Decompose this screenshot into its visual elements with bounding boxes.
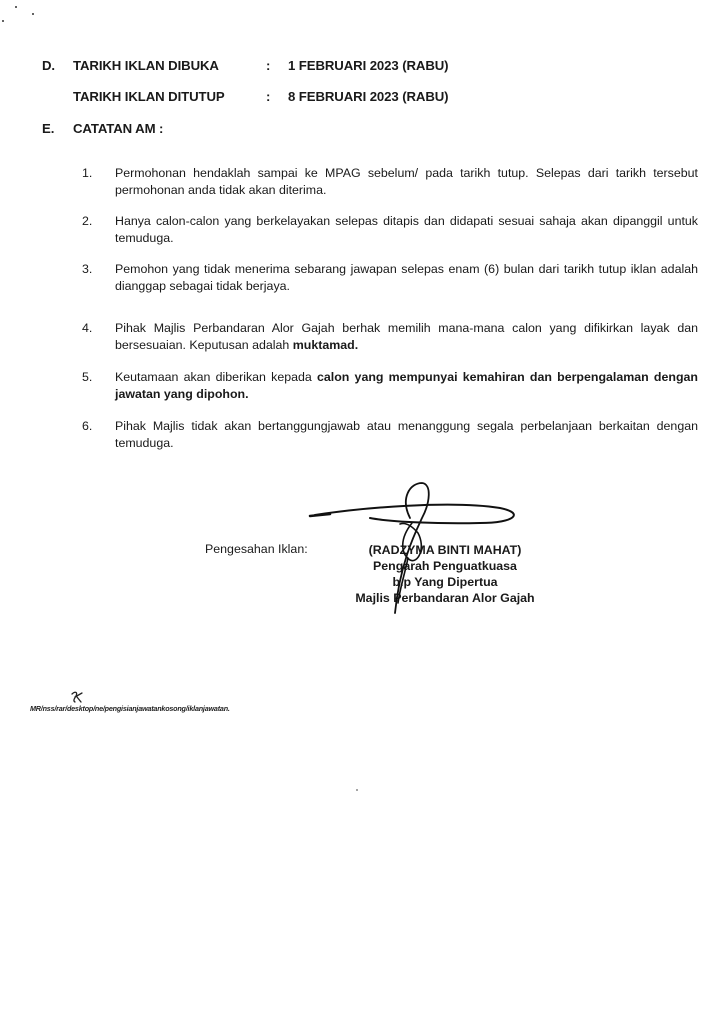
note-item [82, 369, 698, 403]
note-text: Hanya calon-calon yang berkelayakan selepas ditapis dan didapati sesuai sahaja akan dipanggil untuk temuduga. [115, 214, 698, 245]
note-text [115, 320, 698, 354]
note-text-bold: muktamad. [292, 338, 359, 352]
note-text-bold: calon yang mempunyai kemahiran dan berpengalaman dengan jawatan yang dipohon. [115, 370, 698, 401]
scan-speck [15, 6, 17, 8]
signer-position: Pengarah Penguatkuasa [373, 559, 517, 573]
signer-block [330, 542, 560, 606]
date-opened-colon: : [266, 58, 271, 73]
date-opened-label: TARIKH IKLAN DIBUKA [73, 58, 219, 73]
note-item [82, 261, 698, 295]
initial-mark-icon [70, 690, 84, 704]
date-opened-value: 1 FEBRUARI 2023 (RABU) [288, 58, 449, 73]
endorsement-label: Pengesahan Iklan: [205, 542, 308, 556]
section-d-letter: D. [42, 58, 55, 73]
note-item [82, 418, 698, 452]
note-number: 1. [82, 166, 93, 180]
note-number: 5. [82, 370, 93, 384]
scan-speck [32, 13, 34, 15]
note-text: Pihak Majlis tidak akan bertanggungjawab atau menanggung segala perbelanjaan berkaitan dengan temuduga. [115, 419, 698, 450]
section-e-title: CATATAN AM : [73, 121, 164, 136]
note-number: 6. [82, 419, 93, 433]
scan-speck [356, 789, 358, 791]
note-item [82, 320, 698, 354]
note-item [82, 213, 698, 247]
file-reference: MR/nss/rar/desktop/ne/pengisianjawatankosong/iklanjawatan. [30, 704, 230, 713]
date-closed-value: 8 FEBRUARI 2023 (RABU) [288, 89, 449, 104]
note-text-plain: Pihak Majlis Perbandaran Alor Gajah berhak memilih mana-mana calon yang difikirkan layak dan bersesuaian. Keputusan adalah [115, 321, 698, 352]
note-number: 2. [82, 214, 93, 228]
note-text-plain: Keutamaan akan diberikan kepada [115, 370, 317, 384]
date-closed-colon: : [266, 89, 271, 104]
note-text: Permohonan hendaklah sampai ke MPAG sebelum/ pada tarikh tutup. Selepas dari tarikh tersebut permohonan anda tidak akan diterima. [115, 166, 698, 197]
date-closed-label: TARIKH IKLAN DITUTUP [73, 89, 225, 104]
signer-organization: Majlis Perbandaran Alor Gajah [355, 591, 535, 605]
scan-speck [2, 20, 4, 22]
signer-name: (RADZYMA BINTI MAHAT) [368, 543, 522, 557]
note-text: Pemohon yang tidak menerima sebarang jawapan selepas enam (6) bulan dari tarikh tutup iklan adalah dianggap sebagai tidak berjaya. [115, 262, 698, 293]
note-number: 3. [82, 262, 93, 276]
note-number: 4. [82, 321, 93, 335]
note-item [82, 165, 698, 199]
signer-on-behalf: b.p Yang Dipertua [392, 575, 498, 589]
section-e-letter: E. [42, 121, 55, 136]
note-text [115, 369, 698, 403]
